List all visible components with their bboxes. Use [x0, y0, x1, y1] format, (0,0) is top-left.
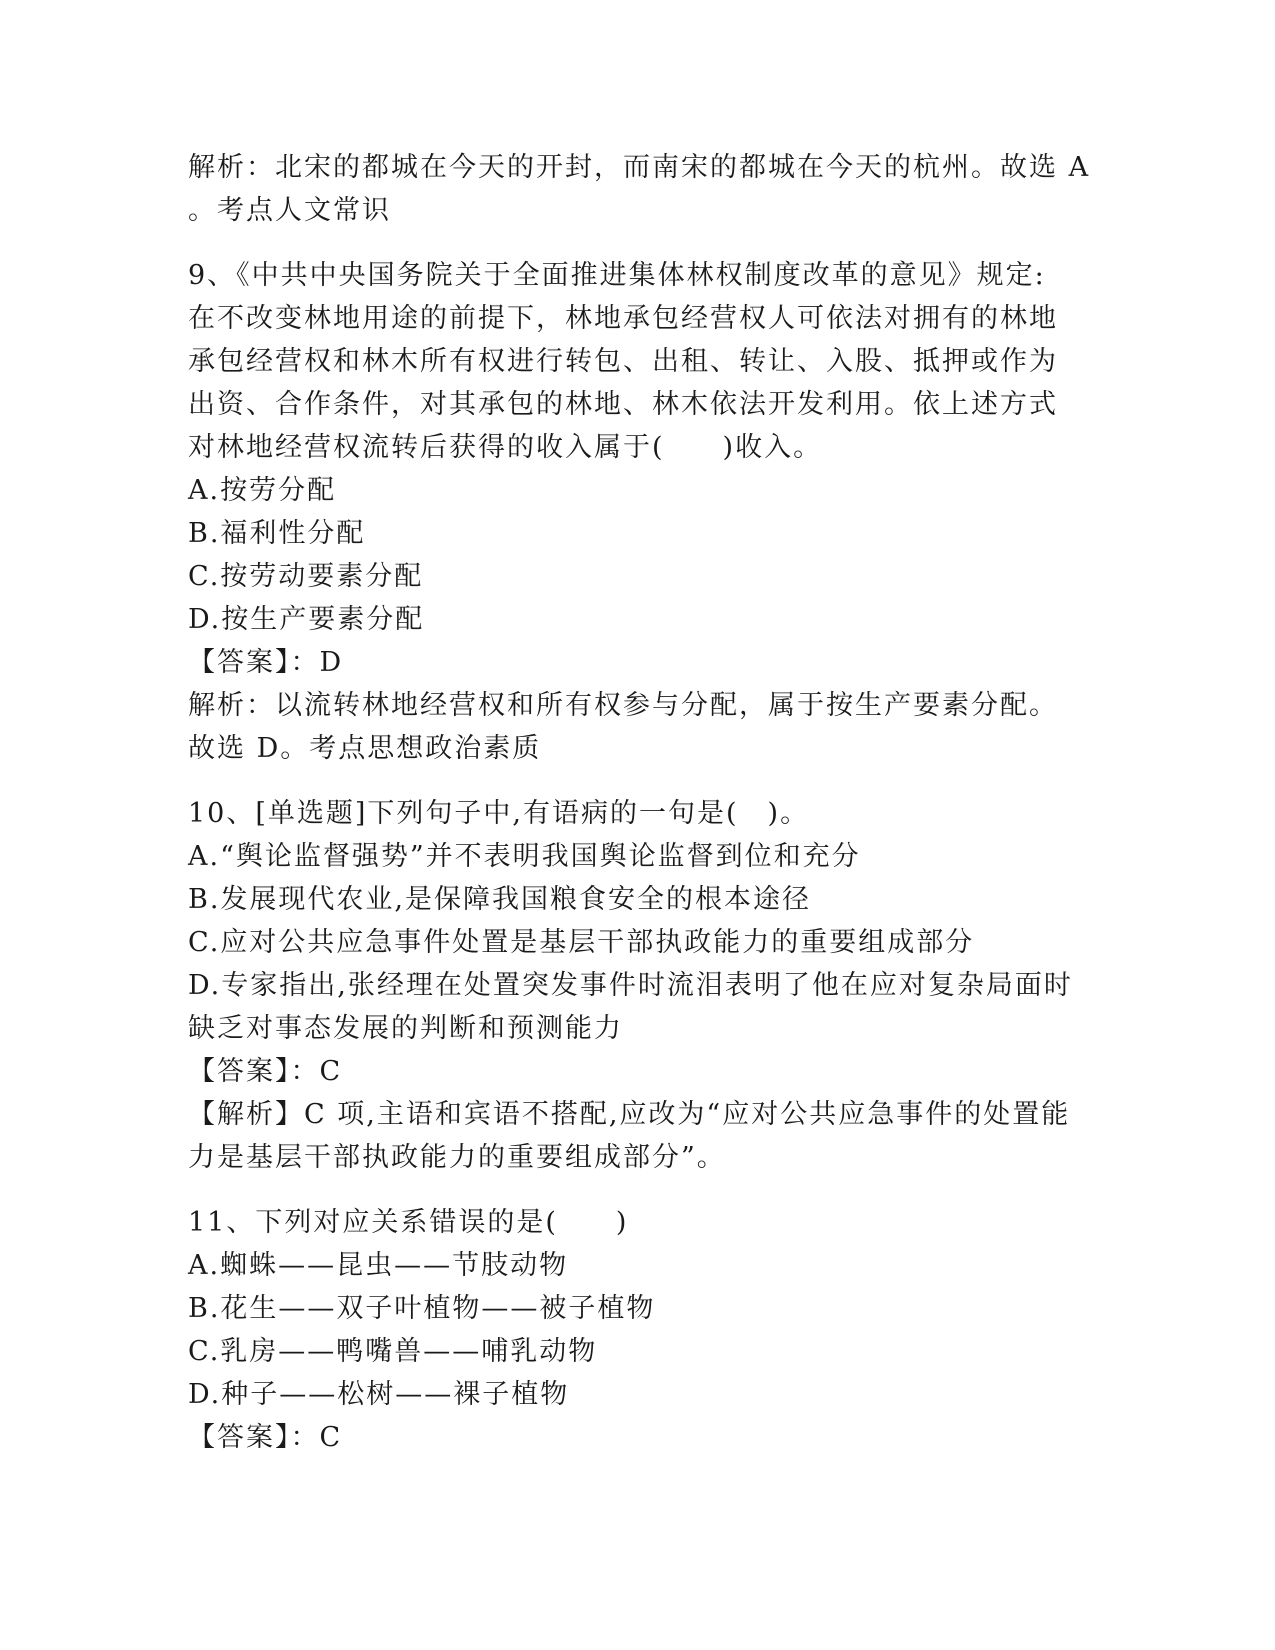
page-content: [188, 146, 1091, 1459]
option-c: C.乳房——鸭嘴兽——哺乳动物: [188, 1336, 598, 1367]
analysis-line: 力是基层干部执政能力的重要组成部分”。: [188, 1142, 726, 1173]
question-11: [188, 1201, 1088, 1459]
question-text-line: 11、下列对应关系错误的是( ): [188, 1207, 629, 1238]
question-text-line: 对林地经营权流转后获得的收入属于( )收入。: [188, 432, 823, 463]
answer-line: 【答案】：C: [188, 1422, 343, 1453]
question-text-line: 承包经营权和林木所有权进行转包、出租、转让、入股、抵押或作为: [188, 346, 1058, 377]
option-a: A.蜘蛛——昆虫——节肢动物: [188, 1250, 569, 1281]
option-d: D.种子——松树——裸子植物: [188, 1379, 570, 1410]
option-b: B.花生——双子叶植物——被子植物: [188, 1293, 656, 1324]
question-text-line: 出资、合作条件，对其承包的林地、林木依法开发利用。依上述方式: [188, 389, 1058, 420]
option-d: D.专家指出,张经理在处置突发事件时流泪表明了他在应对复杂局面时: [188, 970, 1073, 1001]
analysis-line: 故选 D。考点思想政治素质: [188, 733, 542, 764]
option-b: B.发展现代农业,是保障我国粮食安全的根本途径: [188, 884, 812, 915]
option-d-continued: 缺乏对事态发展的判断和预测能力: [188, 1013, 623, 1044]
question-text-line: 9、《中共中央国务院关于全面推进集体林权制度改革的意见》规定:: [188, 260, 1046, 291]
analysis-line: 解析：北宋的都城在今天的开封，而南宋的都城在今天的杭州。故选 A: [188, 152, 1091, 183]
question-text-line: 10、[单选题]下列句子中,有语病的一句是( )。: [188, 798, 810, 829]
analysis-block: [188, 146, 1091, 232]
option-d: D.按生产要素分配: [188, 604, 425, 635]
analysis-line: 【解析】C 项,主语和宾语不搭配,应改为“应对公共应急事件的处置能: [188, 1099, 1071, 1130]
answer-line: 【答案】：C: [188, 1056, 343, 1087]
question-9: [188, 254, 1088, 770]
option-b: B.福利性分配: [188, 518, 366, 549]
analysis-line: 。考点人文常识: [188, 195, 391, 226]
option-a: A.“舆论监督强势”并不表明我国舆论监督到位和充分: [188, 841, 861, 872]
option-c: C.按劳动要素分配: [188, 561, 424, 592]
question-10: [188, 792, 1088, 1179]
analysis-line: 解析：以流转林地经营权和所有权参与分配，属于按生产要素分配。: [188, 690, 1058, 721]
answer-line: 【答案】：D: [188, 647, 344, 678]
option-c: C.应对公共应急事件处置是基层干部执政能力的重要组成部分: [188, 927, 975, 958]
question-text-line: 在不改变林地用途的前提下，林地承包经营权人可依法对拥有的林地: [188, 303, 1058, 334]
option-a: A.按劳分配: [188, 475, 337, 506]
